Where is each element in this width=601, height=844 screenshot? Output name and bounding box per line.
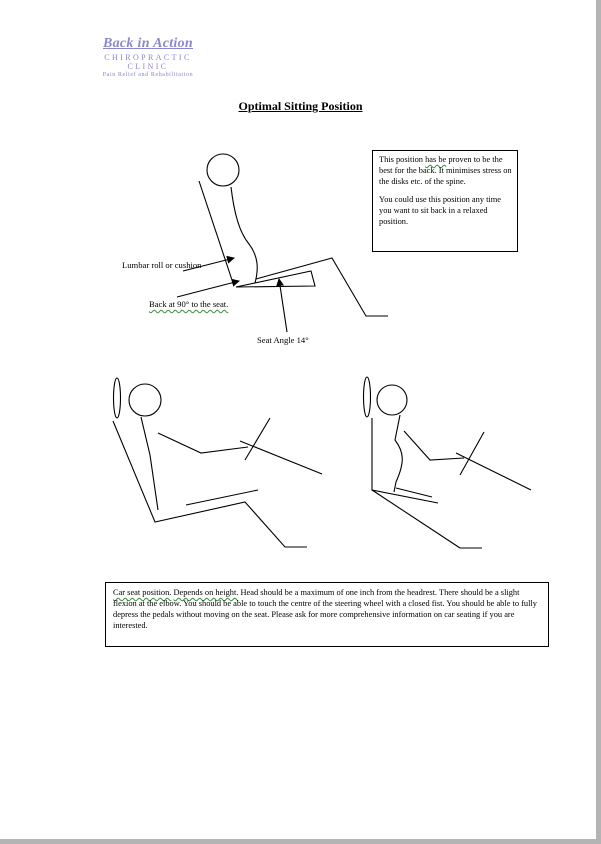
back-angle-arrow: [177, 281, 239, 297]
car-seat-heading: Car seat position.: [113, 588, 172, 597]
logo-title: Back in Action: [102, 36, 194, 51]
figure-spine: [231, 187, 257, 283]
seat-angle-label: Seat Angle 14°: [257, 335, 309, 345]
info-paragraph-2: You could use this position any time you want to sit back in a relaxed position.: [379, 195, 501, 226]
figure-head: [129, 384, 161, 416]
figure-thigh: [186, 490, 258, 505]
figure-spine: [141, 417, 158, 510]
car-seat-outline: [113, 421, 307, 547]
headrest: [114, 378, 121, 418]
lumbar-label: Lumbar roll or cushion: [122, 260, 202, 270]
reclined-car-seat-figure: [113, 378, 322, 547]
figure-spine: [394, 415, 402, 492]
steering-column: [456, 453, 531, 490]
back-angle-label: Back at 90° to the seat.: [149, 299, 229, 309]
steering-wheel: [460, 432, 484, 475]
headrest: [364, 377, 371, 417]
logo-subtitle: CHIROPRACTIC CLINIC: [104, 53, 192, 71]
figure-arm: [158, 433, 248, 453]
chair-back-line: [199, 181, 233, 283]
logo-tagline: Pain Relief and Rehabilitation: [102, 72, 194, 78]
info-text-segment: This position: [379, 155, 426, 164]
figure-arm: [404, 431, 464, 460]
info-text-segment: proven to be the best for the back. It minimises stress on the disks etc. of the spine.: [379, 155, 512, 186]
steering-column: [240, 441, 322, 474]
upright-car-seat-figure: [364, 377, 532, 548]
document-title: Optimal Sitting Position: [238, 99, 363, 113]
grammar-flagged-text: Depends on height.: [173, 588, 239, 597]
car-seat-note-box: [105, 582, 549, 647]
steering-wheel: [245, 418, 270, 460]
grammar-flagged-text: has be: [425, 155, 447, 164]
figure-head: [207, 154, 239, 186]
car-seat-body: Head should be a maximum of one inch from the headrest. There should be a slight flexion at the elbow. You should be able to touch the centre of the steering wheel with a closed fist. You should be able to fully depress the pedals without moving on the seat. Please ask for more comprehensive information on car seating if you are interested.: [113, 588, 537, 630]
figure-head: [377, 385, 407, 415]
